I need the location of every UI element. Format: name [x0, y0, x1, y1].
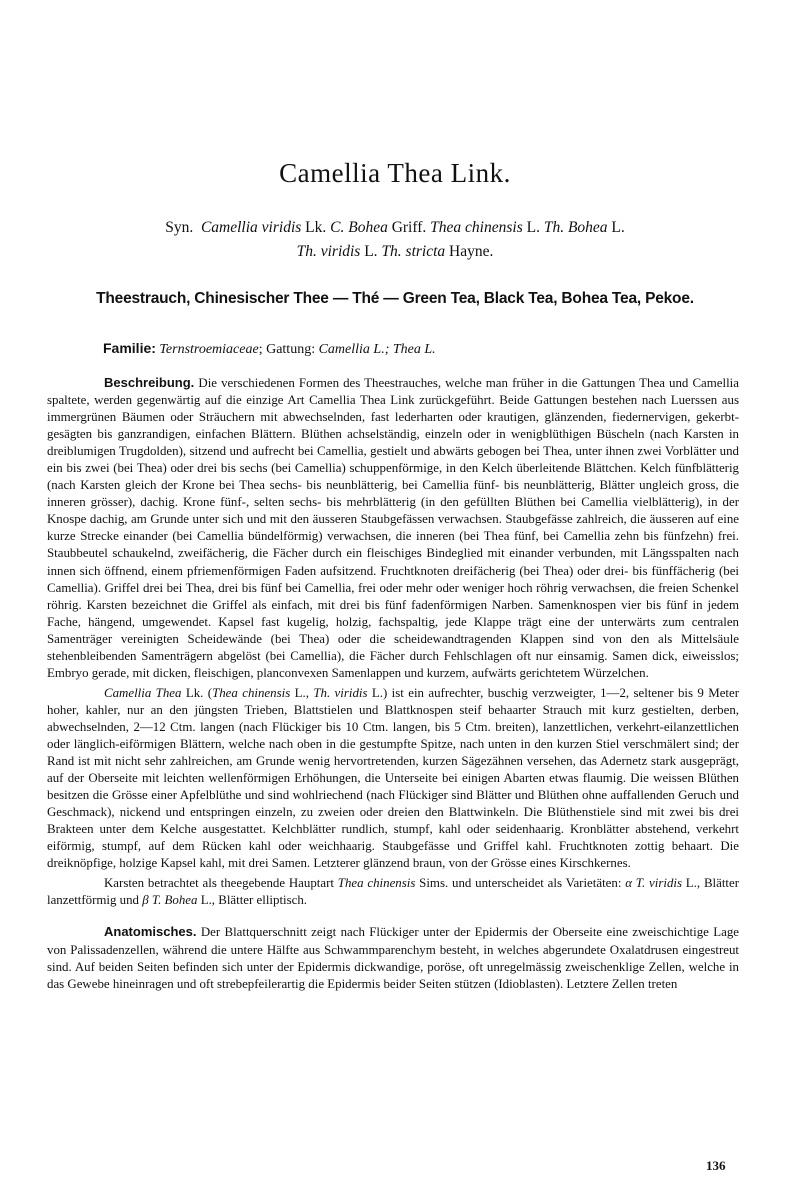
body-text [47, 374, 739, 996]
synonyms-line-2 [0, 240, 790, 264]
text-run: Lk. ( [181, 685, 213, 700]
text-run: L., Blätter lanzettförmig und [47, 876, 740, 908]
species-name: Thea chinensis [212, 685, 291, 700]
paragraph-beschreibung [47, 374, 739, 682]
synonym-name: Th. Bohea [543, 219, 608, 236]
synonym-name: Thea chinensis [430, 219, 523, 236]
text-run: Sims. und unterscheidet als Varietäten: [415, 876, 626, 891]
page-title: Camellia Thea Link. [279, 158, 511, 188]
paragraph-text: Die verschiedenen Formen des Theestrauches, welche man früher in die Gattungen Thea und Camellia spaltete, werden gegenwärtig auf die einzige Art Camellia Thea Link zurückgeführt. Beide Gattungen bestehen nach Luerssen aus immergrünen Bäumen oder Sträuchern mit abwechselnden, fast lederharten oder krautigen, glänzenden, fiedernervigen, gekerbt-gesägten bis ganzrandigen, einfachen Blättern. Blüthen achselständig, einzeln oder in wenigblüthigen Büscheln (nach Karsten in dreiblumigen Trugdolden), sitzend und aufrecht bei Camellia, gestielt und abwärts gebogen bei Thea, unter ihnen zwei Vorblätter und ein bis zwei (bei Thea) oder drei bis sechs (bei Camellia) schuppenförmige, in den Kelch überleitende Blättchen. Kelch fünfblätterig (nach Karsten gleich der Krone bei Thea sechs- bis neunblätterig, bei Camellia fünf- bis neunblätterig, Blätter ungleich gross, die inneren grösser), dachig. Krone fünf-, selten sechs- bis mehrblätterig (in den gefüllten Blüthen bei Camellia vielblätterig), in der Knospe dachig, am Grunde unter sich und mit den äusseren Staubgefässen verwachsen. Staubgefässe zahlreich, die äusseren auf eine kurze Strecke einander (bei Camellia bündelförmig) verwachsen, die inneren (bei Thea fünf, bei Camellia zehn bis fünfzehn) frei. Staubbeutel schaukelnd, zweifächerig, die Fächer durch ein fleischiges Bindeglied mit einander verbunden, mit Längsspalten nach innen sich öffnend, einem pfriemenförmigen Faden aufsitzend. Fruchtknoten dreifächerig (bei Thea) oder drei- bis fünffächerig (bei Camellia). Griffel drei bei Thea, drei bis fünf bei Camellia, frei oder mehr oder weniger hoch röhrig verwachsen, die freien Schenkel röhrig. Karsten bezeichnet die Griffel als einfach, mit drei bis fünf fadenförmigen Narben. Samenknospen vier bis fünf in jedem Fache, hängend, umgewendet. Kapsel fast kugelig, holzig, fachspaltig, jede Klappe trägt eine der unterwärts zum centralen Samenträger vereinigten Scheidewände (bei Thea) oder die scheidewandtragenden Klappen sind von den als Mittelsäule stehenbleibenden Samenträgern abgelöst (bei Camellia), die Fächer durch Fehlschlagen oft nur einsamig. Samen dick, eiweisslos; Embryo gerade, mit dicken, fleischigen, planconvexen Samenlappen und kurzem, aufwärts gerichtetem Würzelchen. [47, 376, 739, 680]
text-run: L., Blätter elliptisch. [197, 893, 308, 908]
synonym-author: Hayne. [445, 243, 494, 260]
text-run: Karsten betrachtet als theegebende Hauptart [104, 876, 338, 891]
family-line: Familie: Ternstroemiaceae; Gattung: Camellia L.; Thea L. [103, 340, 436, 357]
synonym-author: L. [607, 219, 625, 236]
gattung-label: Gattung: [266, 342, 316, 357]
synonym-name: C. Bohea [330, 219, 388, 236]
synonym-author: L. [360, 243, 382, 260]
species-name: Thea chinensis [337, 876, 416, 891]
synonyms-line-1 [0, 216, 790, 240]
family-name: Ternstroemiaceae [159, 342, 259, 357]
paragraph-anatomisches [47, 923, 739, 992]
species-name: Th. viridis [313, 685, 368, 700]
synonym-author: L. [522, 219, 544, 236]
synonyms [0, 216, 790, 264]
synonym-name: Th. viridis [296, 243, 361, 260]
species-name: β T. Bohea [142, 893, 198, 908]
section-heading-anatomisches: Anatomisches. [104, 924, 197, 940]
species-name: Camellia Thea [104, 685, 182, 700]
familie-label: Familie: [103, 340, 156, 356]
synonyms-label: Syn. [165, 219, 194, 236]
section-heading-beschreibung: Beschreibung. [104, 375, 195, 390]
page-number: 136 [706, 1158, 726, 1173]
synonym-name: Th. stricta [381, 243, 446, 260]
synonym-author: Griff. [387, 219, 431, 236]
paragraph-text: Der Blattquerschnitt zeigt nach Flückiger unter der Epidermis der Oberseite eine zweischichtige Lage von Palissadenzellen, während die untere Hälfte aus Schwammparenchym besteht, in welches abgerundete Oxalatdrusen eingestreut sind. Auf beiden Seiten befinden sich unter der Epidermis dickwandige, poröse, oft unregelmässig zweischenklige Zellen, welche in das Gewebe hineinragen und oft strebepfeilerartig die Epidermis beider Seiten stützen (Idioblasten). Letztere Zellen treten [47, 925, 739, 991]
synonym-author: Lk. [301, 219, 331, 236]
synonym-name: Camellia viridis [200, 219, 302, 236]
common-names: Theestrauch, Chinesischer Thee — Thé — Green Tea, Black Tea, Bohea Tea, Pekoe. [96, 290, 694, 307]
genera-names: Camellia L.; Thea L. [318, 342, 436, 357]
text-run: L.) ist ein aufrechter, buschig verzweigter, 1—2, seltener bis 9 Meter hoher, kahler, nur an den jüngsten Trieben, Blattstielen und Blattknospen steif behaarter Strauch mit kurz gestielten, derben, abwechselnden, 2—12 Ctm. langen (nach Flückiger bis 10 Ctm. langen, bis 5 Ctm. breiten), lanzettlichen, verkehrt-eilanzettlichen oder länglich-eiförmigen Blättern, welche nach oben in die gestumpfte Spitze, nach unten in den kurzen Stiel verschmälert sind; der Rand ist mit nicht sehr zahlreichen, am Grunde wenig hervortretenden, kurzen Sägezähnen versehen, das Adernetz stark ausgeprägt, auf der Oberseite mit leichten wellenförmigen Erhöhungen, die Unterseite bei einigen Abarten etwas flaumig. Die weissen Blüthen besitzen die Grösse einer Apfelblüthe und sind wohlriechend (nach Flückiger sind Blätter und Blüthen ohne auffallenden Geruch und Geschmack), nickend und entspringen einzeln, zu zweien oder dreien den Blattwinkeln. Die Blüthenstiele sind mit zwei bis drei Brakteen unter dem Kelche ausgestattet. Kelchblätter rundlich, stumpf, kahl oder seidenhaarig. Kronblätter abstehend, verkehrt eiförmig, stumpf, auf dem Rücken kahl oder weichhaarig. Staubgefässe und Griffel kahl. Fruchtknoten zottig behaart. Die dreiknöpfige, holzige Kapsel kahl, mit drei Samen. Letzterer glänzend braun, von der Grösse eines Kirschkernes. [47, 685, 740, 871]
paragraph-species [47, 685, 739, 873]
paragraph-varieties [47, 875, 739, 909]
text-run: L., [290, 685, 314, 700]
species-name: α T. viridis [625, 876, 682, 891]
